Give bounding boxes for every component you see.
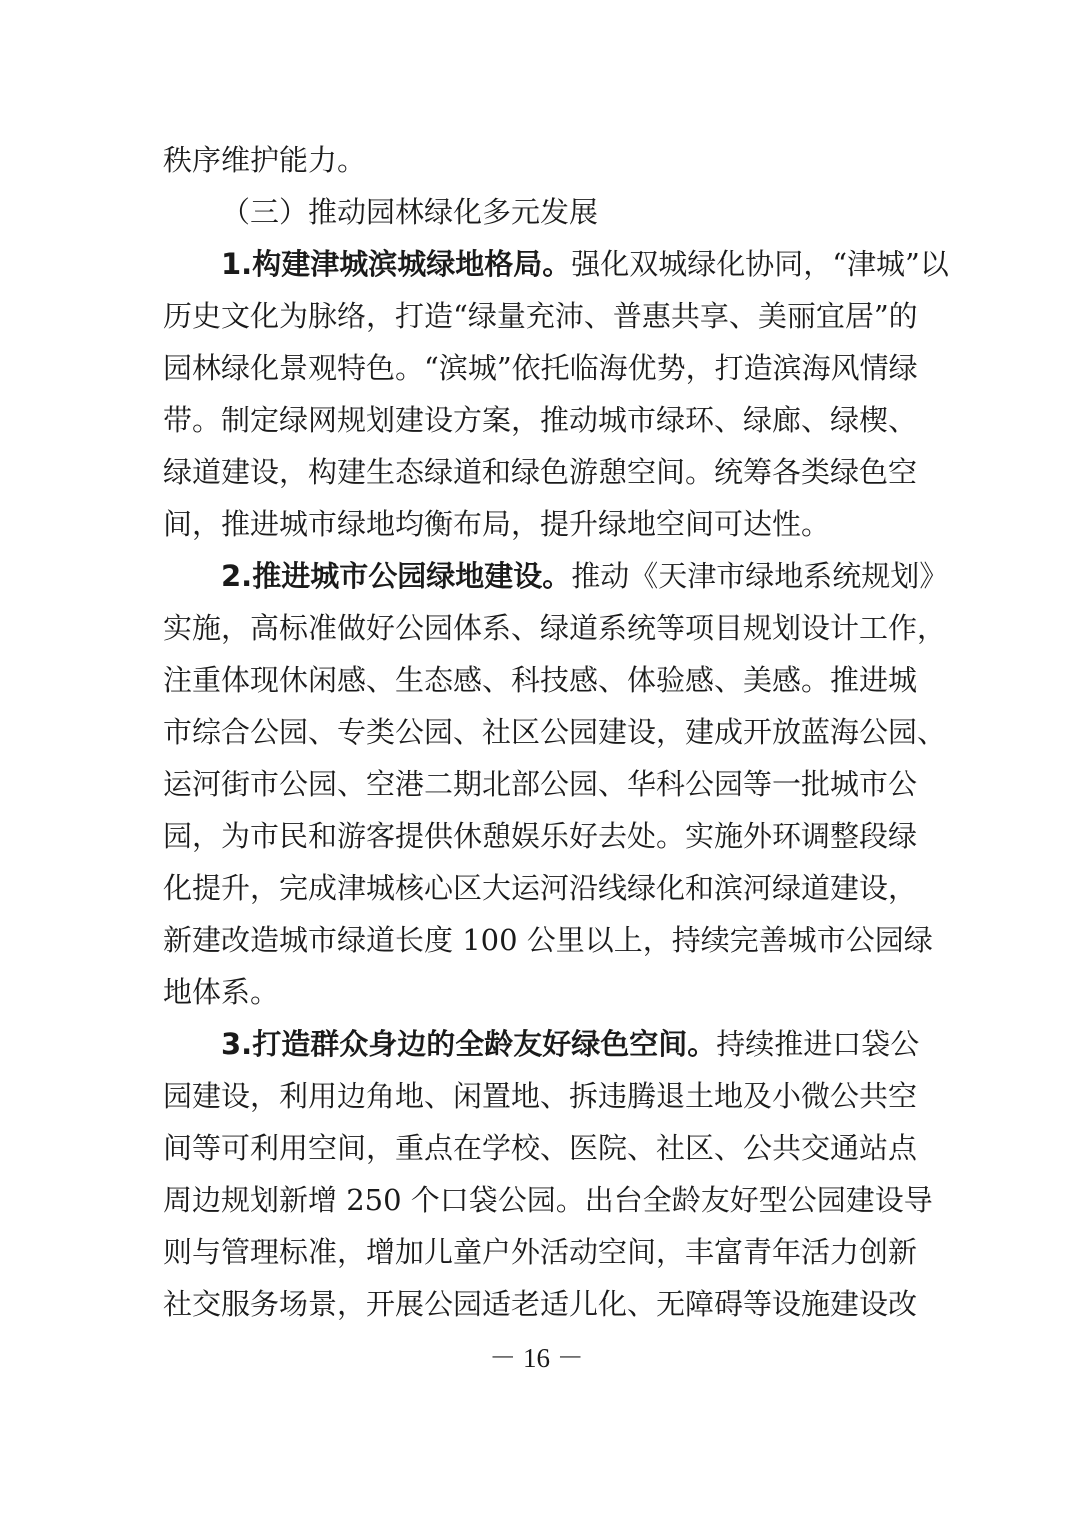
text-line: 实施，高标准做好公园体系、绿道系统等项目规划设计工作， xyxy=(163,611,947,645)
text-line: 间等可利用空间，重点在学校、医院、社区、公共交通站点 xyxy=(163,1131,918,1165)
text-line: 园，为市民和游客提供休憩娱乐好去处。实施外环调整段绿 xyxy=(163,819,918,853)
text-line: 新建改造城市绿道长度 100 公里以上，持续完善城市公园绿 xyxy=(163,923,933,957)
text-line: 秩序维护能力。 xyxy=(163,143,367,177)
page-number: － 16 － xyxy=(489,1343,584,1373)
text-line: 绿道建设，构建生态绿道和绿色游憩空间。统筹各类绿色空 xyxy=(163,455,918,489)
text-line: 带。制定绿网规划建设方案，推动城市绿环、绿廊、绿楔、 xyxy=(163,403,918,437)
text-line: 化提升，完成津城核心区大运河沿线绿化和滨河绿道建设， xyxy=(163,871,918,905)
paragraph-lead-line xyxy=(163,1018,920,1070)
text-line: 周边规划新增 250 个口袋公园。出台全龄友好型公园建设导 xyxy=(163,1183,933,1217)
text-line: 则与管理标准，增加儿童户外活动空间，丰富青年活力创新 xyxy=(163,1235,918,1269)
paragraph-heading: 1.构建津城滨城绿地格局。 xyxy=(221,247,572,281)
document-body xyxy=(163,134,949,1330)
paragraph-heading: 3.打造群众身边的全龄友好绿色空间。 xyxy=(221,1027,717,1061)
section-heading: （三）推动园林绿化多元发展 xyxy=(221,195,599,229)
text-line: 运河街市公园、空港二期北部公园、华科公园等一批城市公 xyxy=(163,767,918,801)
text-line: 注重体现休闲感、生态感、科技感、体验感、美感。推进城 xyxy=(163,663,918,697)
text-run: 推动《天津市绿地系统规划》 xyxy=(571,559,949,593)
text-line: 社交服务场景，开展公园适老适儿化、无障碍等设施建设改 xyxy=(163,1287,918,1321)
text-line: 历史文化为脉络，打造“绿量充沛、普惠共享、美丽宜居”的 xyxy=(163,299,918,333)
paragraph-lead-line xyxy=(163,550,949,602)
text-line: 地体系。 xyxy=(163,975,280,1009)
text-line: 市综合公园、专类公园、社区公园建设，建成开放蓝海公园、 xyxy=(163,715,947,749)
text-line: 间，推进城市绿地均衡布局，提升绿地空间可达性。 xyxy=(163,507,831,541)
text-run: 持续推进口袋公 xyxy=(716,1027,920,1061)
text-line: 园建设，利用边角地、闲置地、拆违腾退土地及小微公共空 xyxy=(163,1079,918,1113)
text-line: 园林绿化景观特色。“滨城”依托临海优势，打造滨海风情绿 xyxy=(163,351,918,385)
paragraph-heading: 2.推进城市公园绿地建设。 xyxy=(221,559,572,593)
text-run: 强化双城绿化协同，“津城”以 xyxy=(571,247,949,281)
paragraph-lead-line xyxy=(163,238,949,290)
